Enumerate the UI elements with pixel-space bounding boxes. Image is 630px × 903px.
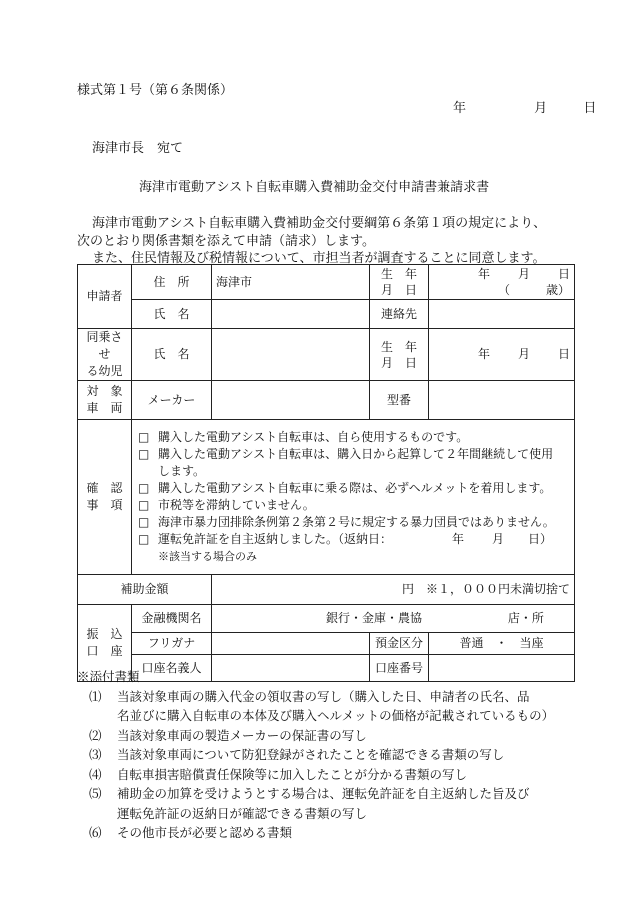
attachment-item: [77, 765, 577, 785]
birth-date-field[interactable]: [429, 265, 575, 300]
vehicle-label-line2: 車 両: [86, 401, 123, 415]
attachment-text: その他市長が必要と認める書類: [117, 825, 293, 840]
intro-line-1: 海津市電動アシスト自転車購入費補助金交付要綱第６条第１項の規定により、: [92, 216, 547, 231]
confirm-item[interactable]: [138, 531, 570, 548]
model-field[interactable]: [429, 381, 575, 420]
birth-year: 年: [477, 267, 490, 281]
confirm-label-line2: 事 項: [86, 498, 123, 512]
subsidy-field[interactable]: 円 ※１，０００円未満切捨て: [212, 575, 575, 605]
confirm-label-line1: 確 認: [86, 481, 123, 495]
confirm-item[interactable]: [138, 429, 570, 446]
address-field[interactable]: 海津市: [212, 265, 370, 300]
attachment-text: 補助金の加算を受けようとする場合は、運転免許証を自主返納した旨及び: [117, 786, 530, 801]
date-month: 月: [534, 101, 548, 116]
attachments: [77, 667, 577, 843]
page-title: 海津市電動アシスト自転車購入費補助金交付申請書兼請求書: [139, 180, 490, 195]
name-field[interactable]: [212, 300, 370, 329]
birth-label-line1: 生 年: [380, 267, 417, 281]
maker-field[interactable]: [212, 381, 370, 420]
confirm-item[interactable]: [138, 497, 570, 514]
attachment-num: ⑸: [89, 786, 102, 801]
attachment-num: ⑶: [89, 747, 102, 762]
birth-label-line2: 月 日: [380, 283, 417, 297]
child-birth-label-line1: 生 年: [380, 339, 417, 354]
bank-label: 金融機関名: [132, 605, 212, 633]
applicant-label: 申請者: [78, 265, 132, 329]
bank-field[interactable]: [212, 605, 575, 633]
child-name-field[interactable]: [212, 329, 370, 381]
confirm-items: [132, 420, 575, 575]
attachment-num: ⑴: [89, 688, 102, 704]
checkbox[interactable]: □: [138, 447, 150, 461]
deposit-type-field[interactable]: 普通 ・ 当座: [429, 633, 575, 655]
deposit-type-label: 預金区分: [370, 633, 429, 655]
branch-type: 店・所: [507, 611, 544, 625]
date-line: [453, 97, 596, 116]
attachment-item: [77, 745, 577, 765]
birth-day: 日: [557, 267, 570, 281]
attachment-text-cont: 名並びに購入自転車の本体及び購入ヘルメットの価格が記載されているもの）: [117, 708, 555, 723]
bank-type: 銀行・金庫・農協: [326, 611, 423, 625]
birth-label: [370, 265, 429, 300]
age-field: （ 歳）: [497, 283, 570, 297]
confirm-note: ※該当する場合のみ: [158, 550, 257, 563]
confirm-item-text: 購入した電動アシスト自転車は、自ら使用するものです。: [158, 430, 469, 444]
child-label-line2: る幼児: [86, 364, 123, 378]
contact-label: 連絡先: [370, 300, 429, 329]
confirm-item[interactable]: [138, 446, 570, 463]
confirm-item-text-cont: します。: [158, 464, 206, 478]
attachment-text-cont: 運転免許証の返納日が確認できる書類の写し: [117, 805, 368, 821]
birth-month: 月: [517, 267, 530, 281]
attachment-item: [77, 726, 577, 746]
attachment-item: [77, 823, 577, 843]
child-name-label: 氏 名: [132, 329, 212, 381]
checkbox[interactable]: □: [138, 498, 150, 512]
confirm-label: [78, 420, 132, 575]
contact-field[interactable]: [429, 300, 575, 329]
child-birth-month: 月: [517, 347, 530, 361]
vehicle-label: [78, 381, 132, 420]
attachment-item: [77, 687, 577, 707]
child-label-line1: 同乗させ: [86, 330, 123, 361]
checkbox[interactable]: □: [138, 430, 150, 444]
attachment-text: 当該対象車両について防犯登録がされたことを確認できる書類の写し: [117, 747, 505, 762]
confirm-item-text: 購入した電動アシスト自転車に乗る際は、必ずヘルメットを着用します。: [158, 481, 552, 495]
confirm-item-text: 海津市暴力団排除条例第２条第２号に規定する暴力団員ではありません。: [158, 515, 555, 529]
child-birth-label-line2: 月 日: [380, 355, 417, 370]
transfer-label-line2: 口 座: [86, 644, 123, 658]
model-label: 型番: [370, 381, 429, 420]
confirm-item-text: 運転免許証を自主返納しました。（返納日：: [158, 532, 393, 546]
confirm-item[interactable]: [138, 480, 570, 497]
address-label: 住 所: [132, 265, 212, 300]
holder-label: 口座名義人: [132, 655, 212, 682]
vehicle-label-line1: 対 象: [86, 384, 123, 398]
attachment-num: ⑹: [89, 825, 102, 840]
attachment-item: [77, 784, 577, 804]
date-year: 年: [453, 101, 467, 116]
child-birth-date-field[interactable]: [429, 329, 575, 381]
attachment-text: 当該対象車両の製造メーカーの保証書の写し: [117, 727, 367, 743]
attachment-text: 自転車損害賠償責任保険等に加入したことが分かる書類の写し: [117, 766, 468, 782]
maker-label: メーカー: [132, 381, 212, 420]
checkbox[interactable]: □: [138, 532, 150, 546]
return-date-day: 日）: [528, 532, 553, 546]
intro-line-3: また、住民情報及び税情報について、市担当者が調査することに同意します。: [92, 251, 546, 266]
attachment-text: 当該対象車両の購入代金の領収書の写し（購入した日、申請者の氏名、品: [117, 688, 530, 704]
checkbox[interactable]: □: [138, 481, 150, 495]
date-day: 日: [583, 101, 597, 116]
name-label: 氏 名: [132, 300, 212, 329]
form-number: 様式第１号（第６条関係）: [77, 83, 234, 98]
transfer-label-line1: 振 込: [86, 627, 123, 641]
addressee: 海津市長 宛て: [92, 141, 184, 156]
child-birth-year: 年: [477, 347, 490, 361]
attachment-num: ⑵: [89, 727, 102, 743]
confirm-item[interactable]: [138, 514, 570, 531]
child-label: [78, 329, 132, 381]
attachments-heading: ※添付書類: [77, 669, 140, 684]
return-date-month: 月: [492, 532, 505, 546]
subsidy-label: 補助金額: [78, 575, 212, 605]
child-birth-label: [370, 329, 429, 381]
intro-line-2: 次のとおり関係書類を添えて申請（請求）します。: [77, 234, 375, 249]
furigana-field[interactable]: [212, 633, 370, 655]
furigana-label: フリガナ: [132, 633, 212, 655]
confirm-item-text: 市税等を滞納していません。: [158, 498, 315, 512]
application-table: [77, 264, 575, 682]
checkbox[interactable]: □: [138, 515, 150, 529]
return-date-year: 年: [452, 532, 465, 546]
attachment-num: ⑷: [89, 766, 102, 782]
child-birth-day: 日: [557, 347, 570, 361]
confirm-item-text: 購入した電動アシスト自転車は、購入日から起算して２年間継続して使用: [158, 447, 554, 461]
account-number-label: 口座番号: [370, 655, 429, 682]
